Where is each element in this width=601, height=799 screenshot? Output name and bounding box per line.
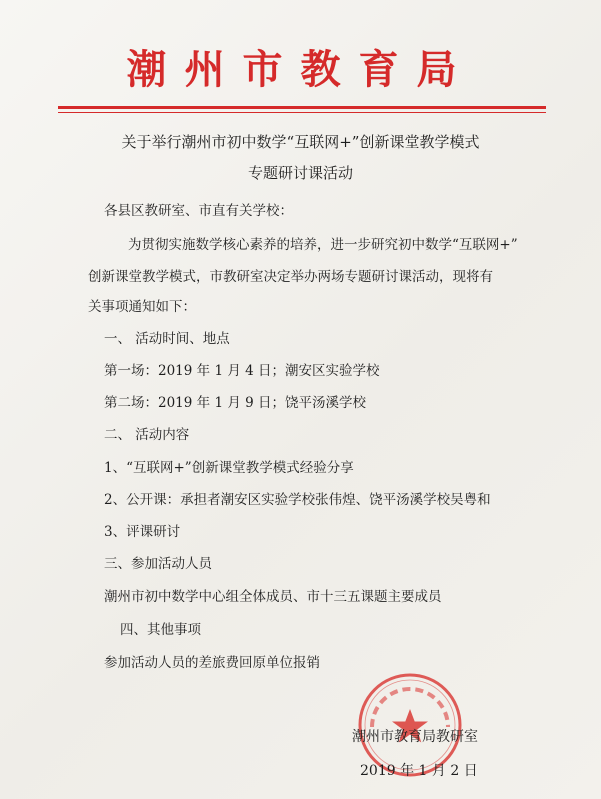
signature-issuer: 潮州市教育局教研室 [352,729,478,745]
content-item-3: 3、评课研讨 [104,524,181,540]
masthead-rule-thin [58,112,546,113]
intro-line-1: 为贯彻实施数学核心素养的培养，进一步研究初中数学“互联网+” [128,237,518,253]
document-title-line-1: 关于举行潮州市初中数学“互联网+”创新课堂教学模式 [121,133,480,151]
intro-line-3: 关事项通知如下： [88,299,196,315]
signature-date: 2019 年 1 月 2 日 [360,763,478,779]
document-title-line-2: 专题研讨课活动 [247,164,353,182]
salutation: 各县区教研室、市直有关学校： [104,203,293,219]
section-3-heading: 三、参加活动人员 [104,556,212,572]
content-item-1: 1、“互联网+”创新课堂教学模式经验分享 [104,460,354,476]
masthead-title: 潮州市教育局 [126,47,475,93]
session-2: 第二场：2019 年 1 月 9 日；饶平汤溪学校 [104,395,366,411]
intro-line-2: 创新课堂教学模式，市教研室决定举办两场专题研讨课活动，现将有 [88,269,493,285]
participants: 潮州市初中数学中心组全体成员、市十三五课题主要成员 [104,589,442,605]
masthead-rule-thick [58,106,546,109]
section-1-heading: 一、 活动时间、地点 [104,331,230,347]
session-1: 第一场：2019 年 1 月 4 日；潮安区实验学校 [104,363,380,379]
section-2-heading: 二、 活动内容 [104,427,190,443]
content-item-2: 2、公开课：承担者潮安区实验学校张伟煌、饶平汤溪学校吴粤和 [104,492,491,508]
section-4-heading: 四、其他事项 [120,622,201,638]
other-matters: 参加活动人员的差旅费回原单位报销 [104,655,320,671]
